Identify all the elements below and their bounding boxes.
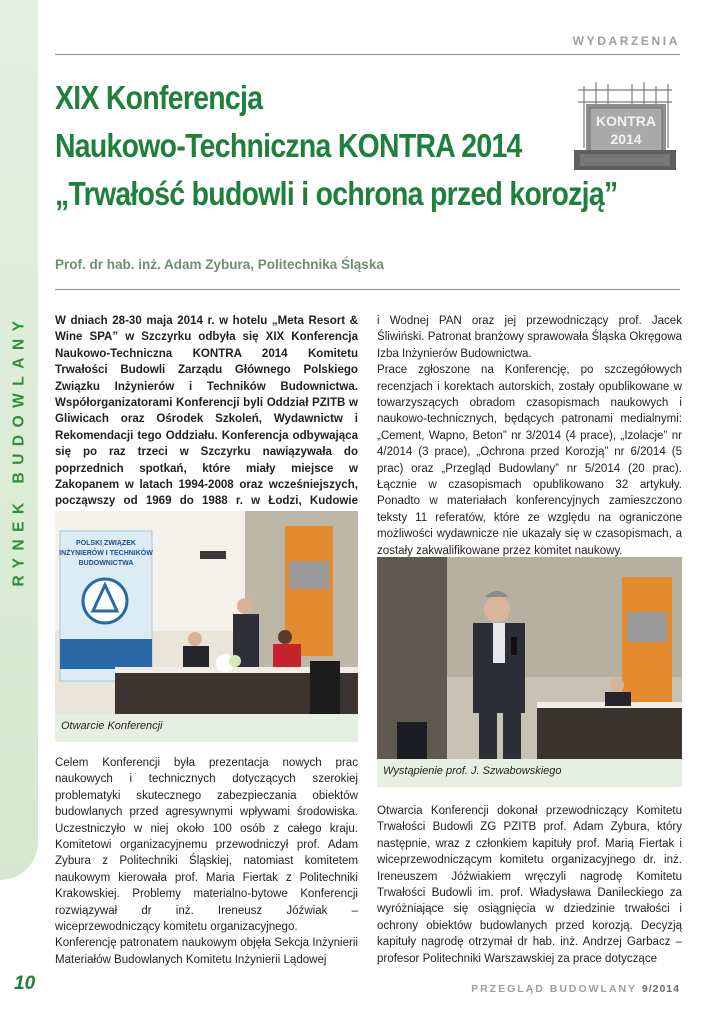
issue-number: 9/2014 [641,983,680,995]
paragraph: i Wodnej PAN oraz jej przewodniczący prof. Jacek Śliwiński. Patronat branżowy sprawowała Śląska Okręgowa Izba Inżynierów Budownictwa. [377,315,682,360]
column-2-top [377,313,682,559]
svg-text:POLSKI ZWIĄZEK: POLSKI ZWIĄZEK [76,540,136,547]
magazine-footer [471,983,680,995]
author-line: Prof. dr hab. inż. Adam Zybura, Politechnika Śląska [55,257,384,272]
author-divider [55,289,680,290]
svg-text:BUDOWNICTWA: BUDOWNICTWA [78,560,134,567]
top-divider [55,54,680,55]
photo-speech [377,557,682,759]
column-1-body [55,755,358,968]
lead-paragraph: W dniach 28-30 maja 2014 r. w hotelu „Meta Resort & Wine SPA” w Szczyrku odbyła się XIX Konferencja Naukowo-Techniczna KONTRA 2014 Komitetu Trwałości Budowli Zarządu Głównego Polskiego Związku Inżynierów i Techników Budownictwa. Współorganizatorami Konferencji byli Oddział PZITB w Gliwicach oraz Ośrodek Szkoleń, Wydawnictw i Rekomendacji tego Oddziału. Konferencja odbywająca się po raz trzeci w Szczyrku nawiązywała do poprzednich spotkań, które miały miejsce w Zakopanem w latach 1994-2008 oraz wcześniejszych, począwszy od 1969 do 1988 r. w Łodzi, Kudowie [55,315,358,508]
svg-text:INŻYNIERÓW I TECHNIKÓW: INŻYNIERÓW I TECHNIKÓW [59,550,153,557]
article-title [55,74,618,218]
paragraph: Prace zgłoszone na Konferencję, po szczegółowych recenzjach i korektach autorskich, zostały opublikowane w towarzyszących obradom czasopismach naukowych i naukowo-technicznych, będących patronami medialnymi: „Cement, Wapno, Beton” nr 3/2014 (4 prace), „Izolacje” nr 4/2014 (3 prace), „Ochrona przed Korozją” nr 6/2014 (5 prac) oraz „Przegląd Budowlany” nr 5/2014 (20 prac). Łącznie w czasopismach opublikowano 32 artykuły. Ponadto w materiałach konferencyjnych zamieszczono teksty 11 referatów, które ze względu na ograniczone możliwości wydawnicze nie ukazały się w czasopismach, a zostały zakwalifikowane przez komitet naukowy. [377,364,682,557]
photo-caption-2: Wystąpienie prof. J. Szwabowskiego [377,759,682,787]
title-line-2: Naukowo-Techniczna KONTRA 2014 [55,127,522,164]
title-line-1: XIX Konferencja [55,79,263,116]
magazine-name: PRZEGLĄD BUDOWLANY [471,983,637,995]
svg-text:KONTRA: KONTRA [596,113,656,129]
svg-text:2014: 2014 [610,131,642,147]
kontra-logo-image [574,78,676,170]
photo-caption-1: Otwarcie Konferencji [55,714,358,742]
paragraph: Otwarcia Konferencji dokonał przewodniczący Komitetu Trwałości Budowli ZG PZITB prof. Adam Zybura, który następnie, wraz z członkiem kapituły prof. Marią Fiertak i wiceprzewodniczącym komitetu organizacyjnego dr. inż. Ireneuszem Jóźwiakiem wręczyli nagrodę Komitetu Trwałości Budowli im. prof. Władysława Danileckiego za wyróżniające się osiągnięcia w dziedzinie trwałości i ochrony obiektów budowlanych przed korozją. Decyzją kapituły nagrodę otrzymał dr hab. inż. Andrzej Garbacz – profesor Politechniki Warszawskiej za prace dotyczące [377,805,682,965]
side-section-label: RYNEK BUDOWLANY [10,313,28,587]
column-1-lead [55,313,358,526]
photo-conference-opening [55,511,358,714]
title-line-3: „Trwałość budowli i ochrona przed korozją” [55,175,618,212]
column-2-body [377,803,682,967]
paragraph: Celem Konferencji była prezentacja nowych prac naukowych i technicznych dotyczących szerokiej problematyki skutecznego zabezpieczania obiektów budowlanych przed agresywnymi wpływami środowiska. Uczestniczyło w niej około 100 osób z całego kraju. Komitetowi organizacyjnemu przewodniczył prof. Adam Zybura z Politechniki Śląskiej, natomiast komitetem naukowym kierowała prof. Maria Fiertak z Politechniki Krakowskiej. Problemy materialno-bytowe Konferencji rozwiązywał dr inż. Ireneusz Jóźwiak – wiceprzewodniczący komitetu organizacyjnego. [55,757,358,934]
section-tag: WYDARZENIA [572,34,680,48]
page-number: 10 [14,973,36,994]
paragraph: Konferencję patronatem naukowym objęła Sekcja Inżynierii Materiałów Budowlanych Komitetu Inżynierii Lądowej [55,937,358,966]
